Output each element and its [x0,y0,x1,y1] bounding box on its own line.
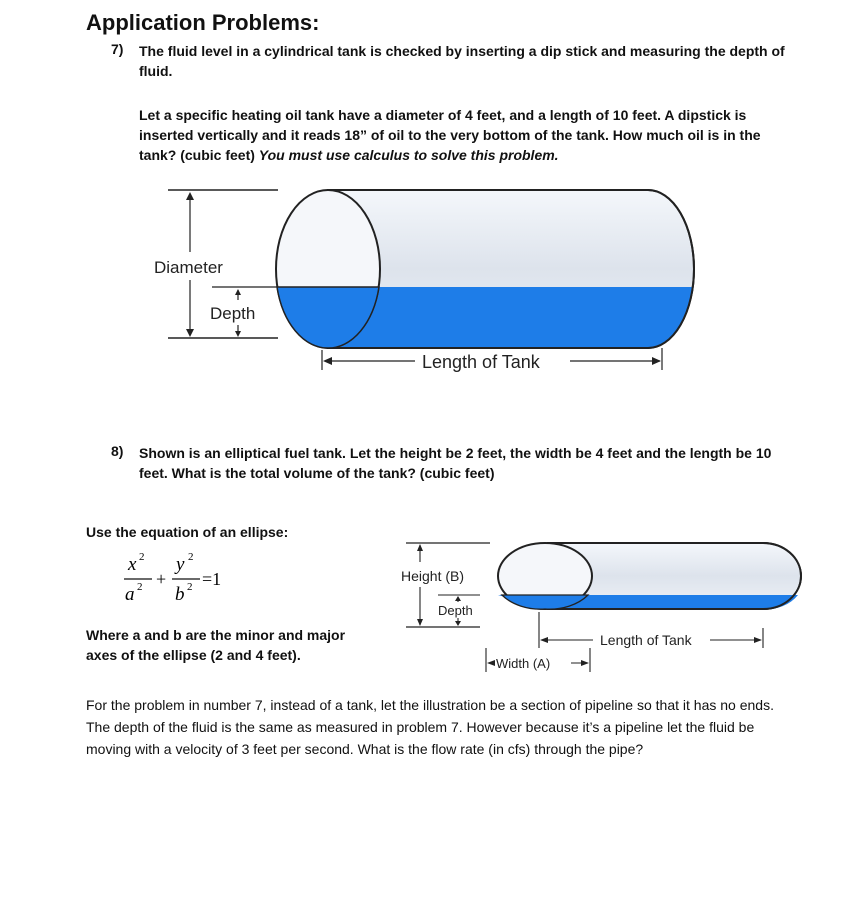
length-label: Length of Tank [422,352,540,372]
problem-8-text: Shown is an elliptical fuel tank. Let the height be 2 feet, the width be 4 feet and the length be 10 feet. What is the total volume of the tank? (cubic feet) [139,445,772,481]
ellipse-equation [118,548,258,610]
page-title: Application Problems: [86,10,320,35]
eq-y: y [176,554,185,575]
ellipse-length-label: Length of Tank [600,632,692,648]
problem-7-instruction: You must use calculus to solve this problem. [258,147,559,163]
ellipse-depth-label: Depth [438,603,473,618]
eq-equals-one: =1 [202,569,222,589]
eq-y-exp: 2 [188,551,194,563]
ellipse-axes-note: Where a and b are the minor and major axes of the ellipse (2 and 4 feet). [86,627,346,663]
cylinder-tank-figure [150,180,720,380]
problem-7-intro: The fluid level in a cylindrical tank is checked by inserting a dip stick and measuring the depth of fluid. [139,43,785,79]
equation-heading: Use the equation of an ellipse: [86,524,289,540]
width-label: Width (A) [496,656,551,671]
problem-7-details-text: Let a specific heating oil tank have a diameter of 4 feet, and a length of 10 feet. A dipstick is inserted vertically and it reads 18” of oil to the very bottom of the tank. How much oil is in the tank? (cubic feet) [139,107,761,163]
eq-plus: + [156,569,167,589]
problem-7-details [139,105,799,165]
eq-a: a [125,584,135,605]
elliptical-tank-figure [398,530,808,680]
eq-x-exp: 2 [139,551,145,563]
problem-8-number: 8) [111,443,124,459]
height-label: Height (B) [401,568,465,584]
depth-label: Depth [210,304,256,323]
eq-a-exp: 2 [137,581,143,593]
width-dimension-arrow-left [487,660,495,666]
problem-7-number: 7) [111,41,124,57]
diameter-label: Diameter [154,258,223,277]
eq-b: b [175,584,185,605]
eq-x: x [128,554,137,575]
pipeline-problem-text: For the problem in number 7, instead of a tank, let the illustration be a section of pipeline so that it has no ends. The depth of the fluid is the same as measured in problem 7. However because it’s a pipeline let the fluid be moving with a velocity of 3 feet per second. What is the flow rate (in cfs) through the pipe? [86,697,774,757]
eq-b-exp: 2 [187,581,193,593]
